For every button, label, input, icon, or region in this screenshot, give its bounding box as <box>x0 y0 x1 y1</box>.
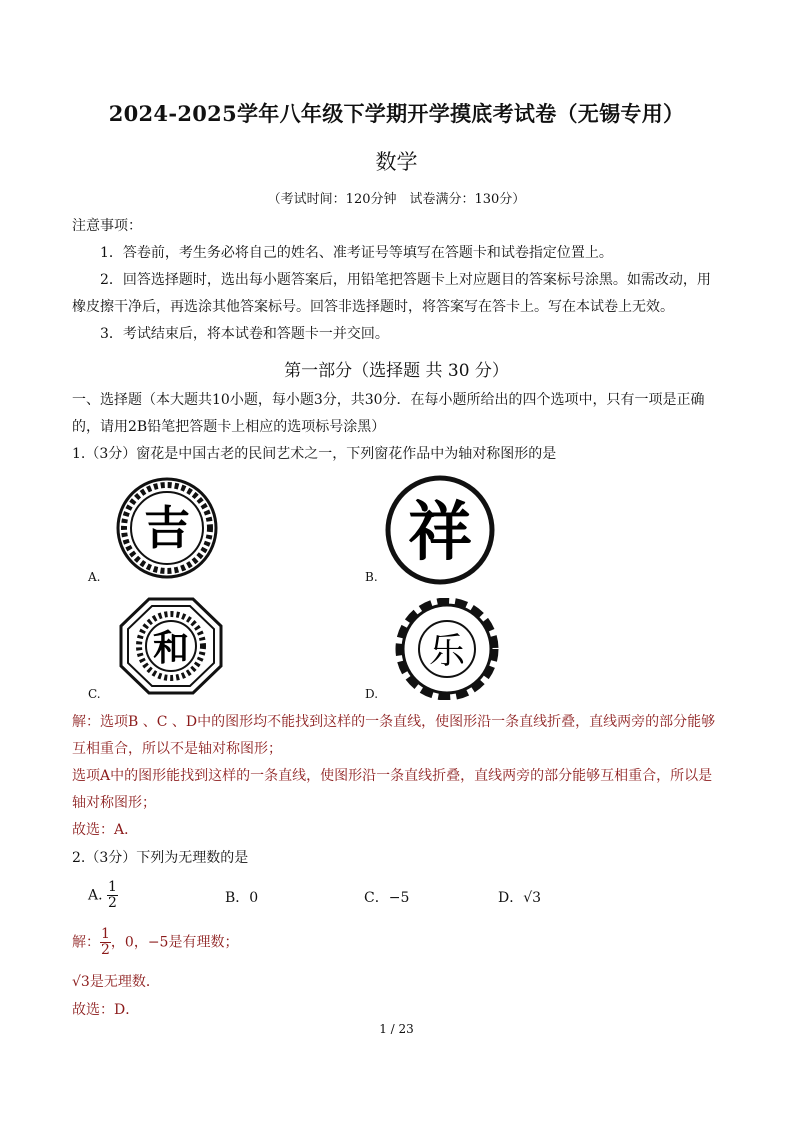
note-item-1: 1．答卷前，考生务必将自己的姓名、准考证号等填写在答题卡和试卷指定位置上。 <box>100 245 613 261</box>
q1-stem: 1.（3分）窗花是中国古老的民间艺术之一，下列窗花作品中为轴对称图形的是 <box>72 446 557 462</box>
fraction-numerator: 1 <box>108 879 117 895</box>
q2-solution-line1 <box>72 927 238 958</box>
section-title: 第一部分（选择题 共 30 分） <box>284 361 509 381</box>
q2-stem: 2.（3分）下列为无理数的是 <box>72 850 249 866</box>
note-item-2-cont: 橡皮擦干净后，再选涂其他答案标号。回答非选择题时，将答案写在答卡上。写在本试卷上无效。 <box>72 299 674 315</box>
fraction <box>100 927 111 958</box>
q2-option-a <box>88 880 118 911</box>
subject-title: 数学 <box>375 150 418 174</box>
seal-char-c: 和 <box>152 627 190 669</box>
fraction-numerator: 1 <box>101 926 110 942</box>
fraction-denominator: 2 <box>108 895 117 911</box>
seal-char-a: 吉 <box>144 501 190 555</box>
circle-seal-icon <box>384 474 496 586</box>
exam-info: （考试时间：120分钟 试卷满分：130分） <box>267 192 526 207</box>
q1-option-d-label: D. <box>365 687 379 701</box>
exam-title: 2024-2025学年八年级下学期开学摸底考试卷（无锡专用） <box>108 101 685 126</box>
q2-solution-rest: ，0，−5是有理数； <box>110 934 239 951</box>
q2-solution-prefix: 解： <box>72 934 100 951</box>
q1-solution-line2: 选项A中的图形能找到这样的一条直线，使图形沿一条直线折叠，直线两旁的部分能够互相重合，所以是 <box>72 768 713 784</box>
note-item-2: 2．回答选择题时，选出每小题答案后，用铅笔把答题卡上对应题目的答案标号涂黑。如需改动，用 <box>100 272 711 288</box>
q2-option-a-label: A. <box>88 887 103 904</box>
leaf-wreath-seal-icon <box>395 598 499 700</box>
q2-answer: 故选：D． <box>72 1002 140 1018</box>
q1-answer: 故选：A． <box>72 822 139 838</box>
fraction <box>107 880 118 911</box>
seal-char-d: 乐 <box>428 631 466 672</box>
q2-option-d-label: D． <box>498 890 524 906</box>
q2-option-d <box>498 888 541 908</box>
section-intro-cont: 的，请用2B铅笔把答题卡上相应的选项标号涂黑） <box>72 419 386 435</box>
q1-solution-line1-cont: 互相重合，所以不是轴对称图形； <box>72 741 282 757</box>
q1-option-b-label: B. <box>365 570 378 584</box>
section-intro: 一、选择题（本大题共10小题，每小题3分，共30分．在每小题所给出的四个选项中，只有一项是正确 <box>72 392 705 408</box>
sqrt-value: √3 <box>523 890 542 906</box>
seal-char-b: 祥 <box>408 495 472 570</box>
q1-option-c-label: C. <box>88 687 101 701</box>
q1-option-a-label: A. <box>88 570 101 584</box>
notes-heading: 注意事项： <box>72 218 142 234</box>
q2-option-c: C．−5 <box>364 890 410 906</box>
q1-solution-line2-cont: 轴对称图形； <box>72 795 156 811</box>
q2-option-b: B．0 <box>225 890 259 906</box>
q1-solution-line1: 解：选项B 、C 、D中的图形均不能找到这样的一条直线，使图形沿一条直线折叠，直线两旁的部分能够 <box>72 714 716 730</box>
round-lattice-seal-icon <box>115 476 219 580</box>
q2-solution-line2: √3是无理数． <box>72 974 160 990</box>
fraction-denominator: 2 <box>101 942 110 958</box>
octagon-seal-icon <box>118 596 224 696</box>
page-number: 1 / 23 <box>379 1022 414 1036</box>
note-item-3: 3．考试结束后，将本试卷和答题卡一并交回。 <box>100 326 389 342</box>
